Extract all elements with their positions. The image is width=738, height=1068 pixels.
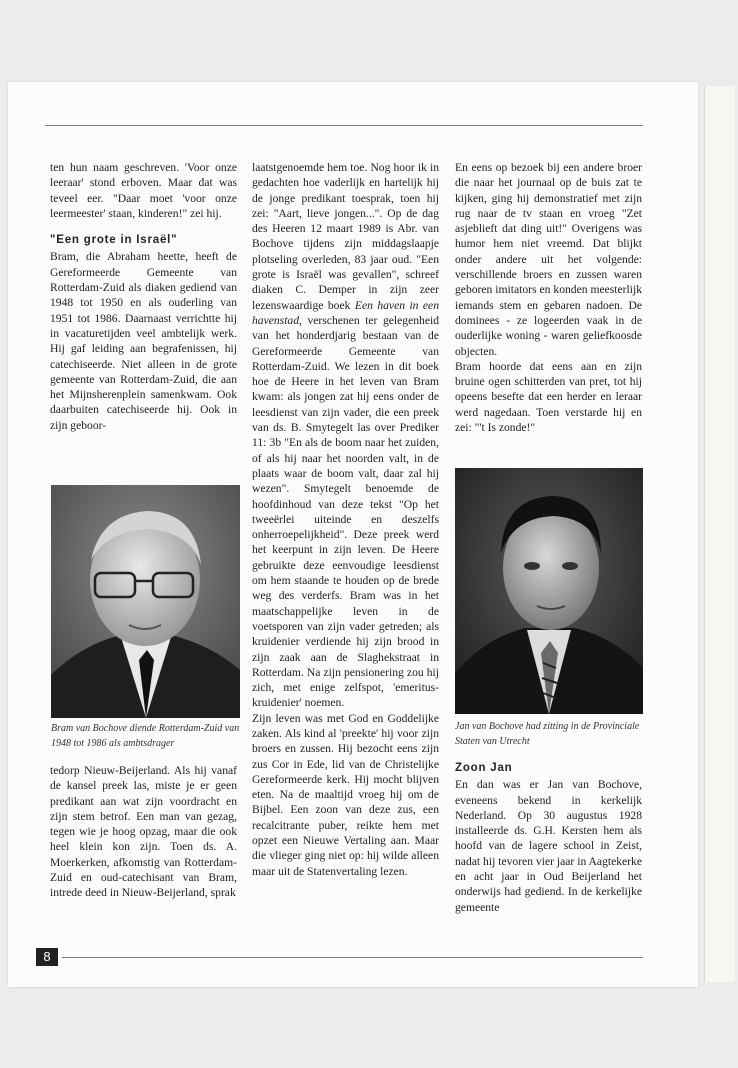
book-title: Een haven in een havenstad	[252, 298, 439, 327]
bottom-rule	[62, 957, 643, 958]
caption-jan: Jan van Bochove had zitting in de Provinciale Staten van Utrecht	[455, 721, 640, 747]
photo-jan-van-bochove	[455, 468, 643, 714]
col3-paragraph-3: En dan was er Jan van Bochove, eveneens bekend in kerkelijk Nederland. Op 30 augustus 1928 installeerde ds. G.H. Kersten hem als hoofd van de lagere school in Zeist, nadat hij tevoren vier jaar in Aagtekerke en acht jaar in Oud Beijerland het onderwijs had gediend. In de kerkelijke gemeente	[455, 778, 642, 914]
col2-paragraph-2: Zijn leven was met God en Goddelijke zaken. Als kind al 'preekte' hij voor zijn broers en zussen. Hij bezocht eens zijn zus Cor in Ede, lid van de Christelijke Gereformeerde kerk. Hij mocht blijven eten. Na de maaltijd vroeg hij om de Bijbel. Een zoon van deze zus, een recalcitrante puber, reikte hem met opzet een Nieuwe Vertaling aan. Maar die vlieger ging niet op: hij wilde alleen maar uit de Statenvertaling lezen.	[252, 711, 439, 878]
column-1-top	[50, 160, 237, 433]
col1-paragraph-2: Bram, die Abraham heette, heeft de Gereformeerde Gemeente van Rotterdam-Zuid als diaken gediend van 1948 tot 1950 en als ouderling van 1951 tot 1986. Daarnaast verrichtte hij in vacaturetijden veel ambtelijk werk. Hij gaf leiding aan begrafenissen, hij catechiseerde. Niet alleen in de grote gemeente van Rotterdam-Zuid, die aan het Mijnsherenplein samenkwam. Ook daarbuiten catechiseerde hij. Ook in zijn geboor-	[50, 250, 237, 432]
portrait-bram-image	[51, 485, 240, 718]
col3-paragraph-1: En eens op bezoek bij een andere broer die naar het journaal op de buis zat te kijken, ging hij demonstratief met zijn rug naar de tv staan en vroeg "Zet asjeblieft dat ding uit!" Overigens was humor hem niet vreemd. Dat blijkt onder andere uit het volgende: verschillende broers en zussen waren geboren imitators en konden meesterlijk iemands stem en gebaren nadoen. De dominees - ze logeerden vaak in de ouderlijke woning - waren geliefkoosde objecten.	[455, 161, 642, 358]
column-3-bottom	[455, 761, 642, 915]
col2-text-a: laatstgenoemde hem toe. Nog hoor ik in gedachten hoe vaderlijk en hartelijk hij de jonge predikant toesprak, toen hij zei: "Aart, lieve jongen...". Op de dag des Heeren 12 maart 1989 is Abr. van Bochove tijdens zijn middagslaapje plotseling overleden, 83 jaar oud. "Een grote is Israël was gevallen", schreef diaken C. Demper in zijn zeer lezenswaardige boek	[252, 161, 439, 312]
col2-paragraph-1	[252, 160, 439, 711]
col1-paragraph-1: ten hun naam geschreven. 'Voor onze leeraar' stond erboven. Maar dat was teveel eer. "Daar moet 'voor onze leermeester' staan, kinderen!" zei hij.	[50, 161, 237, 220]
col2-text-b: , verschenen ter gelegenheid van het honderdjarig bestaan van de Gereformeerde Gemeente van Rotterdam-Zuid. We lezen in dit boek hoe de Heere in het leven van Bram kwam: als jongen zat hij eens onder de leesdienst van zijn vader, die een preek van ds. B. Smytegelt las over Prediker 11: 3b "En als de boom naar het zuiden, of als hij naar het noorden valt, in de plaats waar de boom valt, daar zal hij wezen". Smytegelt benoemde de hoofdinhoud van deze tekst "Op het tweeërlei uiteinde en deszelfs onherroepelijkheid". Deze preek werd het keerpunt in zijn leven. De Heere gebruikte deze eenvoudige leesdienst om hem staande te houden op de brede weg des verderfs. Bram was in het maatschappelijke leven in de voetsporen van zijn vader getreden; als kruidenier verdiende hij zijn brood in zijn zaak aan de Slaghekstraat in Rotterdam. Na zijn pensionering zou hij zich, met enige zelfspot, 'emeritus-kruidenier' noemen.	[252, 313, 439, 710]
column-2	[252, 160, 439, 879]
caption-bram: Bram van Bochove diende Rotterdam-Zuid van 1948 tot 1986 als ambtsdrager	[51, 723, 240, 749]
photo-bram-van-bochove	[51, 485, 240, 718]
col1-paragraph-3: tedorp Nieuw-Beijerland. Als hij vanaf de kansel preek las, miste je er geen predikant aan wat zijn voordracht en zijn stem betrof. Een man van gezag, tegen wie je hoog opzag, maar die ook heel klein kon zijn. Toen ds. A. Moerkerken, afkomstig van Rotterdam-Zuid en oud-catechisant van Bram, intrede deed in Nieuw-Beijerland, sprak	[50, 764, 237, 900]
section-heading-een-grote: "Een grote in Israël"	[50, 234, 178, 247]
top-rule	[45, 125, 643, 126]
section-heading-zoon-jan: Zoon Jan	[455, 762, 513, 774]
column-3-top	[455, 160, 642, 435]
portrait-jan-image	[455, 468, 643, 714]
col3-paragraph-2: Bram hoorde dat eens aan en zijn bruine ogen schitterden van pret, tot hij opeens besefte dat een herder en leraar werd nagedaan. Toen verstarde hij en zei: "'t Is zonde!"	[455, 359, 642, 435]
next-page-edge	[704, 86, 735, 982]
column-1-bottom	[50, 763, 237, 901]
page-number: 8	[36, 948, 58, 966]
